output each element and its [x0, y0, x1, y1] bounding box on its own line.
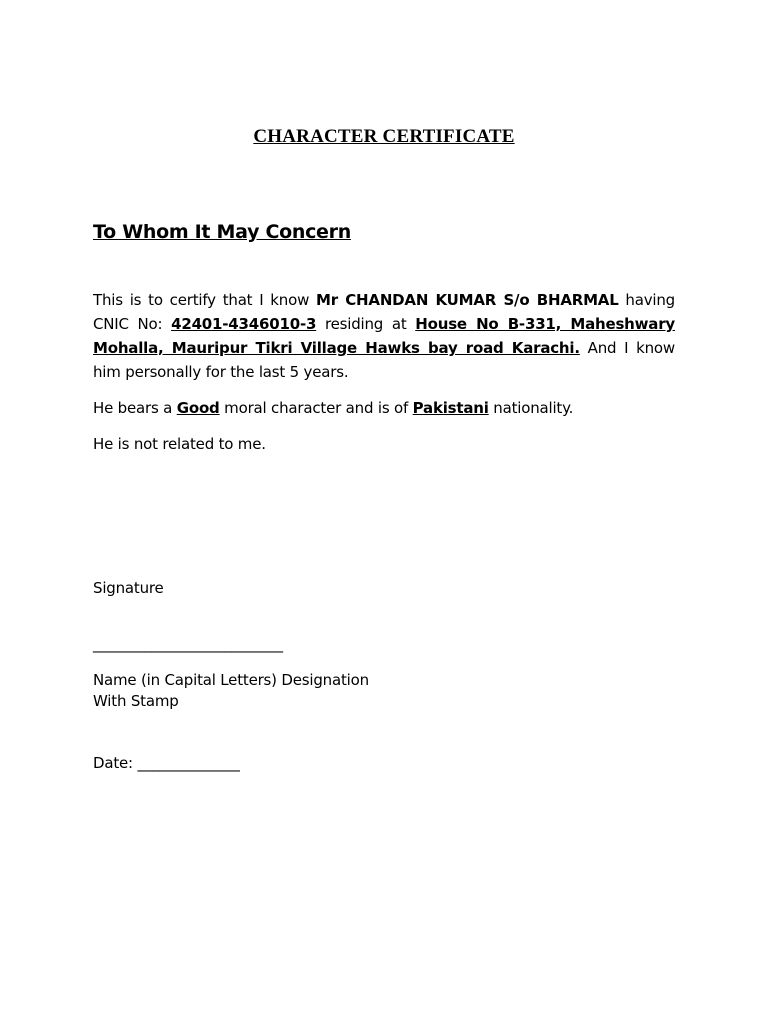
para1-text-4: And I know him personally for the last 5 years. [93, 339, 675, 381]
cnic-number: 42401-4346010-3 [171, 315, 317, 333]
para2-text-1: He bears a [93, 399, 177, 417]
signature-label: Signature [93, 579, 164, 597]
document-title: CHARACTER CERTIFICATE [253, 126, 515, 147]
address: House No B-331, Maheshwary Mohalla, Mauripur Tikri Village Hawks bay road Karachi. [93, 315, 676, 357]
date-field [93, 751, 675, 775]
para1-text-3: residing at [316, 315, 416, 333]
date-line: ______________ [137, 754, 240, 772]
signature-line: __________________________ [93, 635, 283, 653]
character-paragraph [93, 396, 675, 420]
name-designation-block [93, 670, 675, 712]
nationality-value: Pakistani [412, 399, 489, 417]
character-value: Good [176, 399, 220, 417]
name-designation-label: Name (in Capital Letters) Designation [93, 671, 369, 689]
certification-paragraph [93, 288, 675, 384]
relation-paragraph: He is not related to me. [93, 435, 266, 453]
para2-text-2: moral character and is of [219, 399, 413, 417]
para1-text-2: having CNIC No: [93, 291, 676, 333]
salutation-heading: To Whom It May Concern [93, 221, 351, 243]
date-label: Date: [93, 754, 138, 772]
para2-text-3: nationality. [488, 399, 574, 417]
stamp-label: With Stamp [93, 692, 179, 710]
para1-text-1: This is to certify that I know [93, 291, 317, 309]
person-name: Mr CHANDAN KUMAR S/o BHARMAL [316, 291, 619, 309]
